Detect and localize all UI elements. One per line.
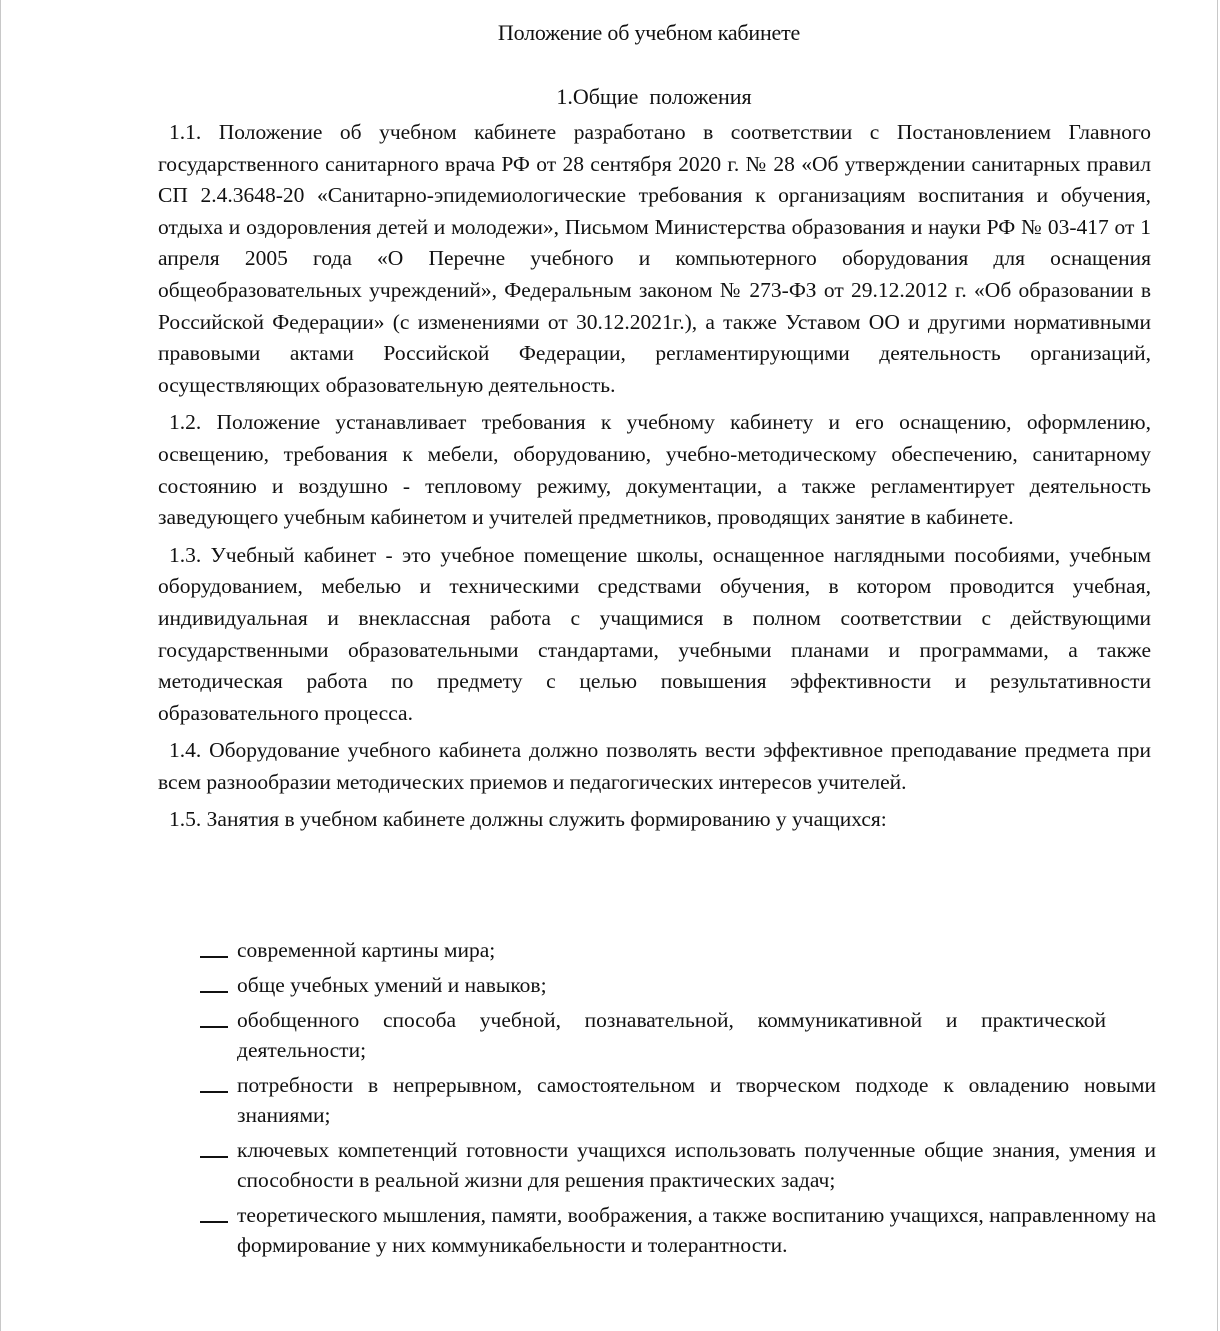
dash-bullet-icon (200, 1091, 228, 1093)
formation-list (198, 935, 1156, 1265)
list-item (198, 1200, 1156, 1260)
list-item-text: современной картины мира; (237, 938, 496, 962)
paragraph-1-1: 1.1. Положение об учебном кабинете разработано в соответствии с Постановлением Главного государственного санитарного врача РФ от 28 сентября 2020 г. № 28 «Об утверждении санитарных правил СП 2.4.3648-20 «Санитарно-эпидемиологические требования к организациям воспитания и обучения, отдыха и оздоровления детей и молодежи», Письмом Министерства образования и науки РФ № 03-417 от 1 апреля 2005 года «О Перечне учебного и компьютерного оборудования для оснащения общеобразовательных учреждений», Федеральным законом № 273-ФЗ от 29.12.2012 г. «Об образовании в Российской Федерации» (с изменениями от 30.12.2021г.), а также Уставом ОО и другими нормативными правовыми актами Российской Федерации, регламентирующими деятельность организаций, осуществляющих образовательную деятельность. (158, 120, 1151, 397)
list-item-text: обобщенного способа учебной, познавательной, коммуникативной и практической деятельности; (237, 1008, 1106, 1062)
section-title: 1.Общие положения (556, 84, 752, 109)
dash-bullet-icon (200, 1026, 228, 1028)
list-item (198, 970, 1156, 1000)
dash-bullet-icon (200, 991, 228, 993)
dash-bullet-icon (200, 1221, 228, 1223)
paragraph-1-5: 1.5. Занятия в учебном кабинете должны служить формированию у учащихся: (169, 807, 887, 832)
dash-bullet-icon (200, 956, 228, 958)
list-item (198, 1135, 1156, 1195)
dash-bullet-icon (200, 1156, 228, 1158)
document-title: Положение об учебном кабинете (497, 20, 801, 45)
list-item-text: потребности в непрерывном, самостоятельном и творческом подходе к овладению новыми знаниями; (237, 1073, 1156, 1127)
list-item-text: ключевых компетенций готовности учащихся использовать полученные общие знания, умения и способности в реальной жизни для решения практических задач; (237, 1138, 1156, 1192)
list-item (198, 1070, 1156, 1130)
paragraph-1-3: 1.3. Учебный кабинет - это учебное помещение школы, оснащенное наглядными пособиями, учебным оборудованием, мебелью и техническими средствами обучения, в котором проводится учебная, индивидуальная и внеклассная работа с учащимися в полном соответствии с действующими государственными образовательными стандартами, учебными планами и программами, а также методическая работа по предмету с целью повышения эффективности и результативности образовательного процесса. (158, 542, 1151, 725)
document-body (158, 117, 1151, 842)
list-item (198, 935, 1156, 965)
list-item-text: обще учебных умений и навыков; (237, 973, 547, 997)
paragraph-1-2: 1.2. Положение устанавливает требования к учебному кабинету и его оснащению, оформлению, освещению, требования к мебели, оборудованию, учебно-методическому обеспечению, санитарному состоянию и воздушно - тепловому режиму, документации, а также регламентирует деятельность заведующего учебным кабинетом и учителей предметников, проводящих занятие в кабинете. (158, 410, 1151, 530)
paragraph-1-4: 1.4. Оборудование учебного кабинета должно позволять вести эффективное преподавание предмета при всем разнообразии методических приемов и педагогических интересов учителей. (158, 738, 1151, 794)
list-item (198, 1005, 1156, 1065)
list-item-text: теоретического мышления, памяти, воображения, а также воспитанию учащихся, направленному на формирование у них коммуникабельности и толерантности. (237, 1203, 1156, 1257)
